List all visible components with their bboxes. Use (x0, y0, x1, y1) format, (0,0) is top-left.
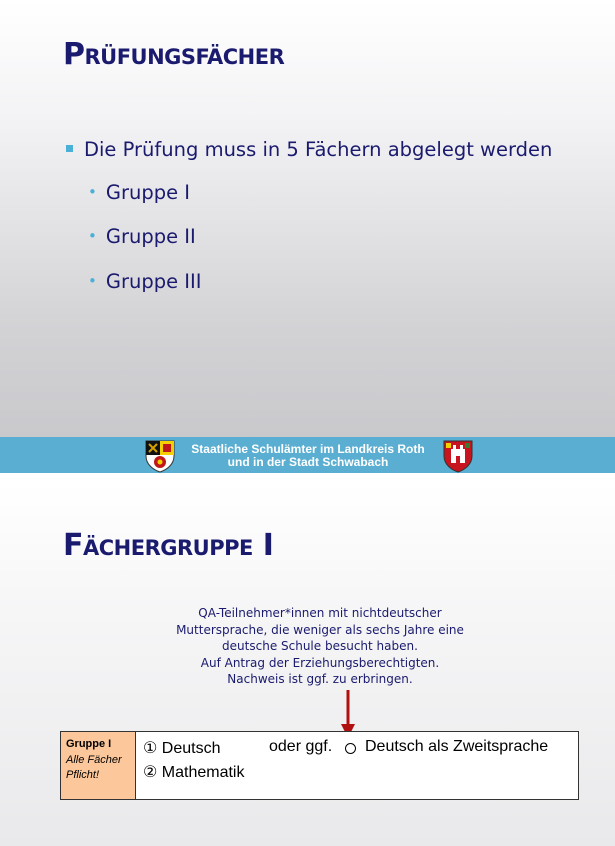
group-sub-label (66, 753, 136, 783)
dot-bullet-icon: • (88, 272, 97, 290)
landkreis-roth-coat-of-arms-icon (144, 439, 176, 473)
group-label: Gruppe I (66, 738, 112, 750)
footer-line-2: und in der Stadt Schwabach (227, 455, 389, 469)
square-bullet-icon (66, 145, 73, 152)
dot-bullet-icon: • (88, 227, 97, 245)
alternative-label: oder ggf. (269, 738, 333, 755)
sub-bullet-gruppe-3 (88, 270, 202, 293)
subject-deutsch: ① Deutsch (143, 740, 221, 757)
schwabach-coat-of-arms-icon (442, 439, 474, 473)
sub-bullet-text: Gruppe III (105, 270, 202, 293)
subject-mathematik: ② Mathematik (143, 764, 245, 781)
group-cell (61, 732, 136, 799)
group-sub-line: Pflicht! (66, 769, 100, 781)
group-sub-line: Alle Fächer (66, 754, 122, 766)
footer-caption (188, 443, 428, 469)
sub-bullet-gruppe-2 (88, 225, 196, 248)
subject-daz: Deutsch als Zweitsprache (365, 738, 549, 755)
note-line: Muttersprache, die weniger als sechs Jahre eine (176, 622, 464, 637)
slide-title: Fächergruppe I (63, 528, 274, 563)
dot-bullet-icon: • (88, 183, 97, 201)
bullet-main-text: Die Prüfung muss in 5 Fächern abgelegt werden (84, 138, 553, 161)
slide-faechergruppe-1 (0, 484, 615, 846)
note-line: deutsche Schule besucht haben. (222, 639, 418, 653)
note-line: Nachweis ist ggf. zu erbringen. (227, 672, 413, 686)
sub-bullet-gruppe-1 (88, 181, 190, 204)
option-circle-icon (345, 743, 356, 754)
dazz-note (170, 605, 470, 688)
subject-group-table (60, 731, 579, 800)
bullet-main (66, 138, 552, 161)
note-line: Auf Antrag der Erziehungsberechtigten. (200, 655, 440, 670)
sub-bullet-text: Gruppe I (105, 181, 191, 204)
footer-band (0, 437, 615, 473)
footer-line-1: Staatliche Schulämter im Landkreis Roth (191, 442, 425, 456)
slide-title: Prüfungsfächer (63, 37, 285, 72)
note-line: QA-Teilnehmer*innen mit nichtdeutscher (198, 606, 442, 620)
sub-bullet-text: Gruppe II (105, 225, 196, 248)
